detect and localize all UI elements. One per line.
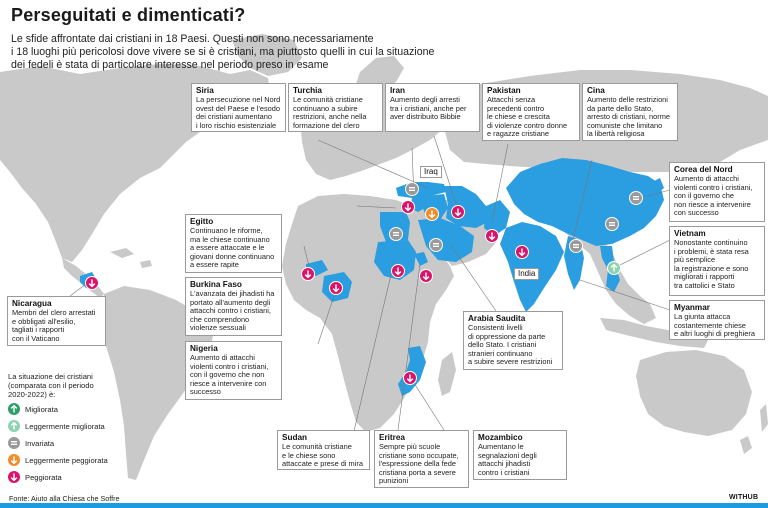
arrow-down-right-icon (8, 454, 20, 466)
country-name: Egitto (190, 217, 214, 226)
country-box-burkina-faso: Burkina Faso L'avanzata dei jihadisti ha portato all'aumento degli attacchi contro i cristiani, che comprendono violenze sessuali (185, 277, 282, 336)
country-name: Nicaragua (12, 299, 52, 308)
legend-title: La situazione dei cristiani (comparata con il periodo 2020-2022) è: (8, 372, 94, 399)
legend-item-migliorata (8, 403, 58, 415)
country-name: Nigeria (190, 344, 218, 353)
brand-logo: WITHUB (729, 494, 759, 501)
country-name: Myanmar (674, 303, 710, 312)
country-box-myanmar: Myanmar La giunta attacca costantemente chiese e altri luoghi di preghiera (669, 300, 765, 340)
country-name: Siria (196, 86, 214, 95)
country-name: Arabia Saudita (468, 314, 526, 323)
arrow-up-right-icon (8, 420, 20, 432)
country-box-mozambico: Mozambico Aumentano le segnalazioni degli attacchi jihadisti contro i cristiani (473, 430, 567, 480)
country-box-siria: Siria La persecuzione nel Nord ovest del Paese e l'esodo dei cristiani aumentano i loro rischio esistenziale (191, 83, 286, 132)
legend-label: Leggermente migliorata (25, 421, 105, 431)
map-label-iraq: Iraq (420, 166, 442, 178)
country-box-pakistan: Pakistan Attacchi senza precedenti contro le chiese e crescita di violenze contro donne e ragazze cristiane (482, 83, 580, 141)
country-box-cina: Cina Aumento delle restrizioni da parte dello Stato, arresto di cristiani, norme comuniste che limitano la libertà religiosa (582, 83, 678, 141)
intro-line: Le sfide affrontate dai cristiani in 18 Paesi. Questi non sono necessariamente (11, 33, 374, 45)
country-name: Mozambico (478, 433, 523, 442)
page-title: Perseguitati e dimenticati? (11, 5, 246, 25)
country-box-eritrea: Eritrea Sempre più scuole cristiane sono occupate, l'espressione della fede cristiana porta a severe punizioni (374, 430, 469, 488)
country-box-arabia-saudita: Arabia Saudita Consistenti livelli di oppressione da parte dello Stato. I cristiani stranieri continuano a subire severe restrizioni (463, 311, 563, 370)
country-name: Corea del Nord (674, 165, 733, 174)
country-name: Sudan (282, 433, 308, 442)
intro-line: dei fedeli è stata di particolare interesse nel periodo preso in esame (11, 59, 329, 71)
country-name: Turchia (293, 86, 322, 95)
arrow-down-icon (8, 471, 20, 483)
legend-label: Peggiorata (25, 472, 62, 482)
country-name: Pakistan (487, 86, 521, 95)
country-box-vietnam: Vietnam Nonostante continuino i problemi, è stata resa più semplice la registrazione e sono migliorati i rapporti tra cattolici e Stato (669, 226, 765, 296)
country-box-nigeria: Nigeria Aumento di attacchi violenti contro i cristiani, con il governo che non riesce a intervenire con successo (185, 341, 282, 400)
country-box-sudan: Sudan Le comunità cristiane e le chiese sono attaccate e prese di mira (277, 430, 370, 470)
country-name: Cina (587, 86, 605, 95)
country-box-turchia: Turchia Le comunità cristiane continuano a subire restrizioni, anche nella formazione del clero (288, 83, 383, 132)
legend-item-leggermente-peggiorata (8, 454, 108, 466)
arrow-up-icon (8, 403, 20, 415)
intro-text (11, 33, 531, 72)
country-box-corea-del-nord: Corea del Nord Aumento di attacchi violenti contro i cristiani, con il governo che non riesce a intervenire con successo (669, 162, 765, 222)
legend-item-peggiorata (8, 471, 62, 483)
legend (8, 372, 178, 482)
legend-label: Invariata (25, 438, 55, 448)
country-name: Iran (390, 86, 406, 95)
equals-icon (8, 437, 20, 449)
country-box-nicaragua: Nicaragua Membri del clero arrestati e obbligati all'esilio, tagliati i rapporti con il Vaticano (7, 296, 106, 346)
intro-line: i 18 luoghi più pericolosi dove vivere se si è cristiani, ma piuttosto quelli in cui la situazione (11, 46, 435, 58)
country-box-egitto: Egitto Continuano le riforme, ma le chiese continuano a essere attaccate e le giovani donne continuano a essere rapite (185, 214, 282, 273)
country-box-iran: Iran Aumento degli arresti tra i cristiani, anche per aver distribuito Bibbie (385, 83, 480, 132)
map-label-india: India (514, 268, 539, 280)
legend-label: Migliorata (25, 404, 58, 414)
legend-label: Leggermente peggiorata (25, 455, 108, 465)
country-name: Eritrea (379, 433, 405, 442)
legend-item-invariata (8, 437, 54, 449)
country-name: Burkina Faso (190, 280, 242, 289)
legend-item-leggermente-migliorata (8, 420, 105, 432)
country-name: Vietnam (674, 229, 706, 238)
source-note: Fonte: Aiuto alla Chiesa che Soffre (9, 494, 120, 503)
bottom-accent-bar (0, 503, 768, 508)
